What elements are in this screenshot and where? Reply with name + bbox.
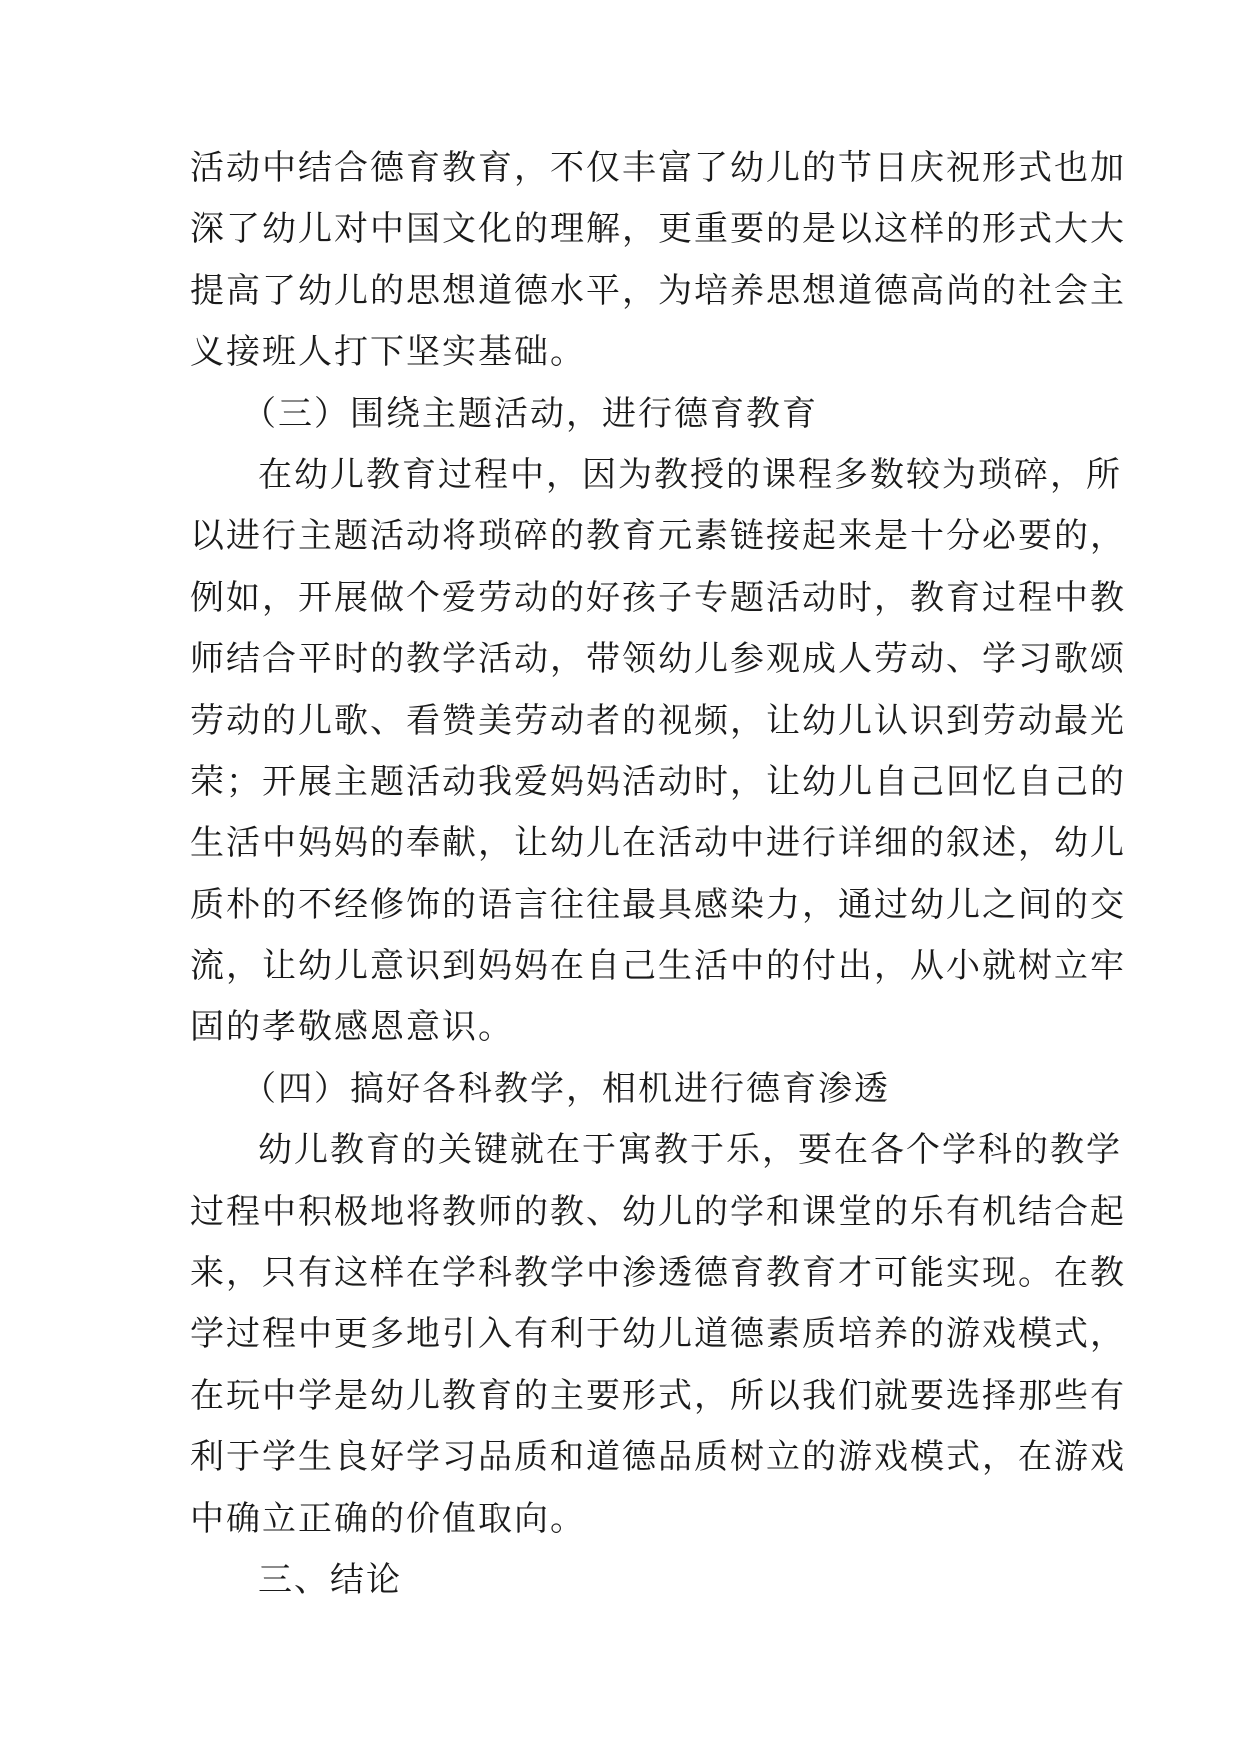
paragraph-line: 中确立正确的价值取向。 bbox=[190, 1498, 586, 1539]
paragraph-line: 生活中妈妈的奉献，让幼儿在活动中进行详细的叙述，幼儿 bbox=[190, 823, 1126, 864]
paragraph-line: 流，让幼儿意识到妈妈在自己生活中的付出，从小就树立牢 bbox=[190, 946, 1126, 987]
paragraph-line: 例如，开展做个爱劳动的好孩子专题活动时，教育过程中教 bbox=[190, 577, 1126, 618]
paragraph-line: 在幼儿教育过程中，因为教授的课程多数较为琐碎，所 bbox=[258, 454, 1122, 495]
paragraph-line: 荣；开展主题活动我爱妈妈活动时，让幼儿自己回忆自己的 bbox=[190, 761, 1126, 802]
paragraph-line: 幼儿教育的关键就在于寓教于乐，要在各个学科的教学 bbox=[258, 1130, 1122, 1171]
paragraph-line: 利于学生良好学习品质和道德品质树立的游戏模式，在游戏 bbox=[190, 1437, 1126, 1478]
paragraph-line: 义接班人打下坚实基础。 bbox=[190, 332, 586, 373]
paragraph-line: 师结合平时的教学活动，带领幼儿参观成人劳动、学习歌颂 bbox=[190, 639, 1126, 680]
paragraph-line: 活动中结合德育教育，不仅丰富了幼儿的节日庆祝形式也加 bbox=[190, 148, 1126, 188]
paragraph-line: 以进行主题活动将琐碎的教育元素链接起来是十分必要的， bbox=[190, 516, 1126, 557]
document-body bbox=[190, 138, 1126, 1611]
paragraph-line: 深了幼儿对中国文化的理解，更重要的是以这样的形式大大 bbox=[190, 209, 1126, 250]
paragraph-line: 劳动的儿歌、看赞美劳动者的视频，让幼儿认识到劳动最光 bbox=[190, 700, 1126, 741]
paragraph-line: 来，只有这样在学科教学中渗透德育教育才可能实现。在教 bbox=[190, 1253, 1126, 1294]
paragraph-line: 固的孝敬感恩意识。 bbox=[190, 1007, 514, 1048]
paragraph-line: 学过程中更多地引入有利于幼儿道德素质培养的游戏模式， bbox=[190, 1314, 1126, 1355]
paragraph-line: 过程中积极地将教师的教、幼儿的学和课堂的乐有机结合起 bbox=[190, 1191, 1126, 1232]
paragraph-line: 提高了幼儿的思想道德水平，为培养思想道德高尚的社会主 bbox=[190, 270, 1126, 311]
section-heading: （四）搞好各科教学，相机进行德育渗透 bbox=[242, 1068, 890, 1109]
paragraph-line: 在玩中学是幼儿教育的主要形式，所以我们就要选择那些有 bbox=[190, 1375, 1126, 1416]
section-heading: （三）围绕主题活动，进行德育教育 bbox=[242, 393, 818, 434]
paragraph-line: 质朴的不经修饰的语言往往最具感染力，通过幼儿之间的交 bbox=[190, 884, 1126, 925]
section-heading: 三、结论 bbox=[258, 1559, 402, 1600]
